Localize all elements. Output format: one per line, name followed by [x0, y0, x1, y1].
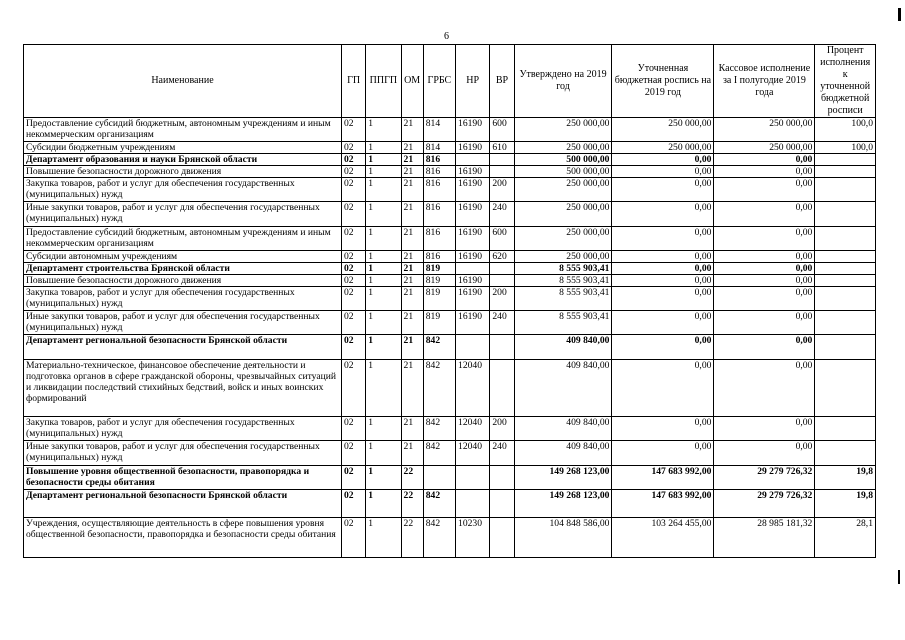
- row-refined: 147 683 992,00: [612, 490, 714, 518]
- row-nr: 16190: [456, 227, 490, 251]
- row-name: Материально-техническое, финансовое обеспечение деятельности и подготовка органов в сфере гражданской обороны, чрезвычайных ситуаций и ликвидации последствий стихийных бедствий, войск и иных воинских формирований: [24, 360, 342, 417]
- row-cash: 0,00: [714, 441, 815, 466]
- row-om: 21: [401, 360, 423, 417]
- row-gp: 02: [341, 275, 365, 287]
- row-gp: 02: [341, 441, 365, 466]
- header-percent: Процент исполнения к уточненной бюджетной росписи: [815, 45, 876, 118]
- row-grbs: 816: [423, 166, 455, 178]
- row-name: Закупка товаров, работ и услуг для обеспечения государственных (муниципальных) нужд: [24, 417, 342, 441]
- table-row: [24, 360, 876, 417]
- page-edge-mark: [898, 8, 901, 21]
- row-ppgp: 1: [366, 154, 401, 166]
- row-percent: [815, 335, 876, 360]
- row-ppgp: 1: [366, 335, 401, 360]
- row-gp: 02: [341, 518, 365, 558]
- row-grbs: 819: [423, 287, 455, 311]
- row-cash: 0,00: [714, 335, 815, 360]
- row-om: 21: [401, 417, 423, 441]
- row-approved: 8 555 903,41: [514, 275, 612, 287]
- row-cash: 250 000,00: [714, 142, 815, 154]
- row-grbs: 814: [423, 142, 455, 154]
- row-refined: 0,00: [612, 202, 714, 227]
- row-refined: 0,00: [612, 178, 714, 202]
- row-om: 21: [401, 335, 423, 360]
- row-name: Закупка товаров, работ и услуг для обеспечения государственных (муниципальных) нужд: [24, 178, 342, 202]
- row-approved: 409 840,00: [514, 335, 612, 360]
- row-vr: 610: [490, 142, 514, 154]
- row-cash: 0,00: [714, 360, 815, 417]
- row-percent: [815, 311, 876, 335]
- row-ppgp: 1: [366, 360, 401, 417]
- row-refined: 0,00: [612, 360, 714, 417]
- row-approved: 8 555 903,41: [514, 263, 612, 275]
- row-percent: [815, 251, 876, 263]
- row-approved: 250 000,00: [514, 202, 612, 227]
- row-nr: 16190: [456, 275, 490, 287]
- row-percent: [815, 178, 876, 202]
- row-vr: 200: [490, 178, 514, 202]
- row-gp: 02: [341, 227, 365, 251]
- row-name: Повышение уровня общественной безопасности, правопорядка и безопасности среды обитания: [24, 466, 342, 490]
- row-name: Иные закупки товаров, работ и услуг для обеспечения государственных (муниципальных) нужд: [24, 311, 342, 335]
- row-gp: 02: [341, 118, 365, 142]
- page-edge-mark: [898, 570, 900, 584]
- row-name: Иные закупки товаров, работ и услуг для обеспечения государственных (муниципальных) нужд: [24, 202, 342, 227]
- row-vr: [490, 360, 514, 417]
- row-cash: 0,00: [714, 275, 815, 287]
- row-percent: [815, 287, 876, 311]
- header-ppgp: ППГП: [366, 45, 401, 118]
- row-vr: 200: [490, 417, 514, 441]
- table-row: [24, 490, 876, 518]
- row-name: Предоставление субсидий бюджетным, автономным учреждениям и иным некоммерческим организациям: [24, 118, 342, 142]
- row-om: 22: [401, 466, 423, 490]
- row-vr: 200: [490, 287, 514, 311]
- row-om: 21: [401, 154, 423, 166]
- row-approved: 500 000,00: [514, 166, 612, 178]
- row-om: 21: [401, 142, 423, 154]
- row-ppgp: 1: [366, 118, 401, 142]
- row-nr: [456, 263, 490, 275]
- row-percent: [815, 227, 876, 251]
- table-row: [24, 466, 876, 490]
- row-name: Департамент региональной безопасности Брянской области: [24, 335, 342, 360]
- row-approved: 500 000,00: [514, 154, 612, 166]
- row-name: Субсидии бюджетным учреждениям: [24, 142, 342, 154]
- header-gp: ГП: [341, 45, 365, 118]
- table-row: [24, 311, 876, 335]
- row-nr: 12040: [456, 417, 490, 441]
- row-gp: 02: [341, 142, 365, 154]
- row-vr: 240: [490, 202, 514, 227]
- row-percent: [815, 360, 876, 417]
- row-grbs: 816: [423, 251, 455, 263]
- row-ppgp: 1: [366, 417, 401, 441]
- row-grbs: 842: [423, 417, 455, 441]
- table-row: [24, 202, 876, 227]
- row-nr: [456, 490, 490, 518]
- row-vr: 600: [490, 118, 514, 142]
- row-percent: [815, 441, 876, 466]
- row-name: Учреждения, осуществляющие деятельность в сфере повышения уровня общественной безопасности, правопорядка и безопасности среды обитания: [24, 518, 342, 558]
- row-cash: 28 985 181,32: [714, 518, 815, 558]
- row-om: 21: [401, 178, 423, 202]
- row-name: Департамент образования и науки Брянской области: [24, 154, 342, 166]
- row-cash: 0,00: [714, 311, 815, 335]
- row-refined: 0,00: [612, 227, 714, 251]
- row-name: Закупка товаров, работ и услуг для обеспечения государственных (муниципальных) нужд: [24, 287, 342, 311]
- row-approved: 409 840,00: [514, 441, 612, 466]
- row-om: 21: [401, 263, 423, 275]
- row-ppgp: 1: [366, 202, 401, 227]
- row-grbs: 842: [423, 490, 455, 518]
- table-row: [24, 417, 876, 441]
- row-percent: 100,0: [815, 142, 876, 154]
- row-refined: 0,00: [612, 335, 714, 360]
- row-approved: 149 268 123,00: [514, 490, 612, 518]
- row-approved: 8 555 903,41: [514, 311, 612, 335]
- row-gp: 02: [341, 466, 365, 490]
- row-nr: 16190: [456, 178, 490, 202]
- row-refined: 0,00: [612, 417, 714, 441]
- row-approved: 104 848 586,00: [514, 518, 612, 558]
- row-ppgp: 1: [366, 263, 401, 275]
- row-nr: [456, 466, 490, 490]
- row-grbs: 816: [423, 154, 455, 166]
- row-nr: 16190: [456, 311, 490, 335]
- row-cash: 0,00: [714, 417, 815, 441]
- row-refined: 0,00: [612, 166, 714, 178]
- row-name: Иные закупки товаров, работ и услуг для обеспечения государственных (муниципальных) нужд: [24, 441, 342, 466]
- table-row: [24, 441, 876, 466]
- row-vr: 600: [490, 227, 514, 251]
- row-ppgp: 1: [366, 466, 401, 490]
- row-percent: [815, 202, 876, 227]
- row-name: Департамент региональной безопасности Брянской области: [24, 490, 342, 518]
- row-gp: 02: [341, 335, 365, 360]
- row-grbs: [423, 466, 455, 490]
- row-grbs: 816: [423, 227, 455, 251]
- row-ppgp: 1: [366, 490, 401, 518]
- row-refined: 0,00: [612, 287, 714, 311]
- table-row: [24, 142, 876, 154]
- row-percent: 100,0: [815, 118, 876, 142]
- row-approved: 409 840,00: [514, 360, 612, 417]
- row-percent: 19,8: [815, 466, 876, 490]
- row-name: Повышение безопасности дорожного движения: [24, 275, 342, 287]
- row-grbs: 842: [423, 360, 455, 417]
- row-vr: 620: [490, 251, 514, 263]
- row-cash: 29 279 726,32: [714, 466, 815, 490]
- row-gp: 02: [341, 417, 365, 441]
- row-refined: 250 000,00: [612, 118, 714, 142]
- row-approved: 250 000,00: [514, 142, 612, 154]
- row-nr: 12040: [456, 441, 490, 466]
- header-cash: Кассовое исполнение за I полугодие 2019 года: [714, 45, 815, 118]
- row-grbs: 819: [423, 275, 455, 287]
- row-om: 21: [401, 251, 423, 263]
- row-nr: 16190: [456, 142, 490, 154]
- row-grbs: 819: [423, 311, 455, 335]
- page-number: 6: [444, 31, 449, 42]
- row-name: Повышение безопасности дорожного движения: [24, 166, 342, 178]
- row-om: 21: [401, 118, 423, 142]
- table-row: [24, 335, 876, 360]
- row-vr: [490, 518, 514, 558]
- row-nr: 16190: [456, 251, 490, 263]
- row-grbs: 816: [423, 178, 455, 202]
- table-row: [24, 154, 876, 166]
- row-cash: 0,00: [714, 166, 815, 178]
- row-cash: 0,00: [714, 251, 815, 263]
- row-ppgp: 1: [366, 178, 401, 202]
- row-nr: 12040: [456, 360, 490, 417]
- header-refined: Уточненная бюджетная роспись на 2019 год: [612, 45, 714, 118]
- row-approved: 409 840,00: [514, 417, 612, 441]
- row-refined: 147 683 992,00: [612, 466, 714, 490]
- header-om: ОМ: [401, 45, 423, 118]
- row-vr: [490, 166, 514, 178]
- table-row: [24, 275, 876, 287]
- row-approved: 8 555 903,41: [514, 287, 612, 311]
- row-om: 22: [401, 518, 423, 558]
- row-refined: 250 000,00: [612, 142, 714, 154]
- row-om: 21: [401, 227, 423, 251]
- row-refined: 103 264 455,00: [612, 518, 714, 558]
- table-row: [24, 263, 876, 275]
- row-approved: 250 000,00: [514, 178, 612, 202]
- table-row: [24, 166, 876, 178]
- row-vr: 240: [490, 311, 514, 335]
- row-gp: 02: [341, 251, 365, 263]
- row-refined: 0,00: [612, 311, 714, 335]
- row-cash: 0,00: [714, 202, 815, 227]
- row-om: 21: [401, 441, 423, 466]
- row-cash: 0,00: [714, 178, 815, 202]
- row-om: 21: [401, 311, 423, 335]
- row-vr: [490, 263, 514, 275]
- row-om: 21: [401, 166, 423, 178]
- row-name: Субсидии автономным учреждениям: [24, 251, 342, 263]
- row-vr: [490, 275, 514, 287]
- row-ppgp: 1: [366, 311, 401, 335]
- header-grbs: ГРБС: [423, 45, 455, 118]
- row-percent: [815, 417, 876, 441]
- row-gp: 02: [341, 178, 365, 202]
- row-gp: 02: [341, 311, 365, 335]
- budget-table: [23, 44, 876, 558]
- table-row: [24, 118, 876, 142]
- row-grbs: 819: [423, 263, 455, 275]
- row-approved: 149 268 123,00: [514, 466, 612, 490]
- row-name: Предоставление субсидий бюджетным, автономным учреждениям и иным некоммерческим организациям: [24, 227, 342, 251]
- row-cash: 29 279 726,32: [714, 490, 815, 518]
- table-row: [24, 227, 876, 251]
- row-approved: 250 000,00: [514, 251, 612, 263]
- row-nr: 16190: [456, 166, 490, 178]
- row-gp: 02: [341, 166, 365, 178]
- row-om: 21: [401, 202, 423, 227]
- row-cash: 0,00: [714, 154, 815, 166]
- row-grbs: 814: [423, 118, 455, 142]
- row-percent: [815, 275, 876, 287]
- row-om: 21: [401, 275, 423, 287]
- row-gp: 02: [341, 490, 365, 518]
- row-ppgp: 1: [366, 518, 401, 558]
- row-ppgp: 1: [366, 166, 401, 178]
- row-om: 21: [401, 287, 423, 311]
- row-ppgp: 1: [366, 142, 401, 154]
- row-refined: 0,00: [612, 275, 714, 287]
- row-refined: 0,00: [612, 263, 714, 275]
- row-grbs: 816: [423, 202, 455, 227]
- header-vr: ВР: [490, 45, 514, 118]
- row-ppgp: 1: [366, 287, 401, 311]
- row-gp: 02: [341, 263, 365, 275]
- row-om: 22: [401, 490, 423, 518]
- row-vr: [490, 335, 514, 360]
- row-gp: 02: [341, 154, 365, 166]
- row-percent: [815, 263, 876, 275]
- row-nr: [456, 335, 490, 360]
- row-cash: 0,00: [714, 287, 815, 311]
- row-approved: 250 000,00: [514, 118, 612, 142]
- row-vr: [490, 154, 514, 166]
- row-vr: [490, 490, 514, 518]
- row-gp: 02: [341, 287, 365, 311]
- row-ppgp: 1: [366, 275, 401, 287]
- table-row: [24, 251, 876, 263]
- row-ppgp: 1: [366, 227, 401, 251]
- header-name: Наименование: [24, 45, 342, 118]
- row-nr: 10230: [456, 518, 490, 558]
- row-nr: 16190: [456, 202, 490, 227]
- row-cash: 0,00: [714, 227, 815, 251]
- row-refined: 0,00: [612, 251, 714, 263]
- row-grbs: 842: [423, 518, 455, 558]
- row-percent: 19,8: [815, 490, 876, 518]
- header-approved: Утверждено на 2019 год: [514, 45, 612, 118]
- row-vr: 240: [490, 441, 514, 466]
- row-gp: 02: [341, 202, 365, 227]
- row-grbs: 842: [423, 441, 455, 466]
- row-approved: 250 000,00: [514, 227, 612, 251]
- row-grbs: 842: [423, 335, 455, 360]
- row-percent: 28,1: [815, 518, 876, 558]
- row-nr: [456, 154, 490, 166]
- row-cash: 0,00: [714, 263, 815, 275]
- table-header-row: [24, 45, 876, 118]
- row-ppgp: 1: [366, 251, 401, 263]
- row-percent: [815, 166, 876, 178]
- row-cash: 250 000,00: [714, 118, 815, 142]
- table-row: [24, 518, 876, 558]
- row-nr: 16190: [456, 287, 490, 311]
- row-refined: 0,00: [612, 154, 714, 166]
- table-row: [24, 178, 876, 202]
- header-nr: НР: [456, 45, 490, 118]
- row-name: Департамент строительства Брянской области: [24, 263, 342, 275]
- row-refined: 0,00: [612, 441, 714, 466]
- row-gp: 02: [341, 360, 365, 417]
- table-row: [24, 287, 876, 311]
- row-vr: [490, 466, 514, 490]
- row-nr: 16190: [456, 118, 490, 142]
- row-ppgp: 1: [366, 441, 401, 466]
- row-percent: [815, 154, 876, 166]
